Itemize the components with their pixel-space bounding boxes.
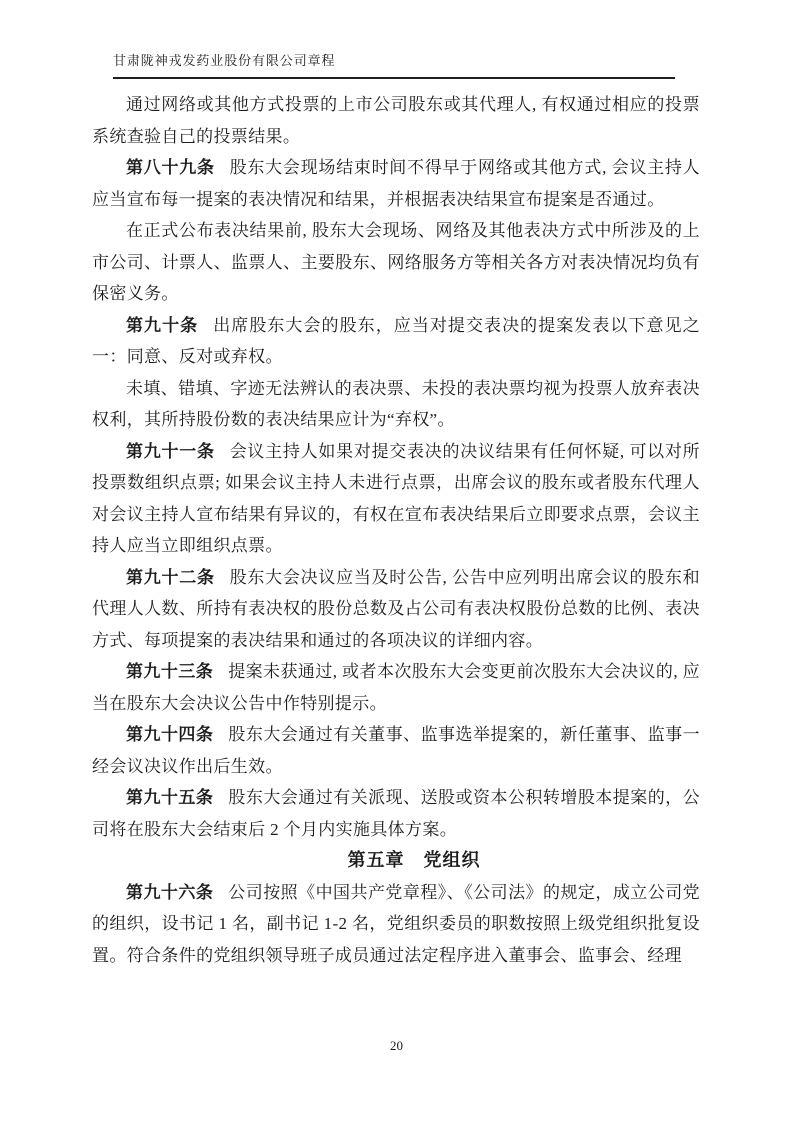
article-number: 第八十九条 [126,158,215,177]
article-number: 第九十一条 [126,441,215,461]
paragraph [92,310,700,373]
paragraph [92,373,700,436]
paragraph [92,89,700,152]
article-number: 第九十四条 [126,725,214,744]
paragraph [92,782,700,845]
page-header [113,50,675,79]
article-number: 第九十二条 [126,567,215,587]
paragraph [92,656,700,719]
paragraph [92,436,700,562]
paragraph-text: 在正式公布表决结果前, 股东大会现场、网络及其他表决方式中所涉及的上市公司、计票人、监票人、主要股东、网络服务方等相关各方对表决情况均负有保密义务。 [92,221,700,303]
paragraph-text: 股东大会现场结束时间不得早于网络或其他方式, 会议主持人应当宣布每一提案的表决情况和结果，并根据表决结果宣布提案是否通过。 [92,158,700,209]
header-title: 甘肃陇神戎发药业股份有限公司章程 [113,53,336,68]
article-number: 第九十三条 [126,662,214,681]
article-number: 第九十六条 [126,882,214,902]
paragraph-text: 股东大会通过有关派现、送股或资本公积转增股本提案的，公司将在股东大会结束后 2 个月内实施具体方案。 [92,788,701,839]
page-number: 20 [390,1038,403,1053]
paragraph-text: 会议主持人如果对提交表决的决议结果有任何怀疑, 可以对所投票数组织点票; 如果会议主持人未进行点票，出席会议的股东或者股东代理人对会议主持人宣布结果有异议的，有权在宣布表决结果后立即要求点票，会议主持人应当立即组织点票。 [92,441,700,555]
paragraph-text: 未填、错填、字迹无法辨认的表决票、未投的表决票均视为投票人放弃表决权利，其所持股份数的表决结果应计为“弃权”。 [92,378,700,429]
paragraph-text: 通过网络或其他方式投票的上市公司股东或其代理人, 有权通过相应的投票系统查验自己的投票结果。 [92,95,700,146]
paragraph [92,719,700,782]
paragraph-text: 股东大会决议应当及时公告, 公告中应列明出席会议的股东和代理人人数、所持有表决权的股份总数及占公司有表决权股份总数的比例、表决方式、每项提案的表决结果和通过的各项决议的详细内容。 [92,567,700,650]
paragraph [92,562,700,657]
chapter-heading: 第五章 党组织 [347,850,481,870]
paragraph-text: 提案未获通过, 或者本次股东大会变更前次股东大会决议的, 应当在股东大会决议公告中作特别提示。 [92,662,701,713]
paragraph-text: 股东大会通过有关董事、监事选举提案的，新任董事、监事一经会议决议作出后生效。 [92,725,701,776]
article-number: 第九十条 [126,315,199,335]
paragraph-text: 出席股东大会的股东，应当对提交表决的提案发表以下意见之一：同意、反对或弃权。 [92,315,700,366]
paragraph [92,215,700,310]
article-number: 第九十五条 [126,788,214,807]
paragraph [92,877,700,972]
document-body [92,89,700,971]
paragraph-text: 公司按照《中国共产党章程》、《公司法》的规定，成立公司党的组织，设书记 1 名，副书记 1-2 名，党组织委员的职数按照上级党组织批复设置。符合条件的党组织领导班子成员通过法定程序进入董事会、监事会、经理 [92,882,700,965]
page-footer [0,1038,793,1054]
paragraph [92,152,700,215]
